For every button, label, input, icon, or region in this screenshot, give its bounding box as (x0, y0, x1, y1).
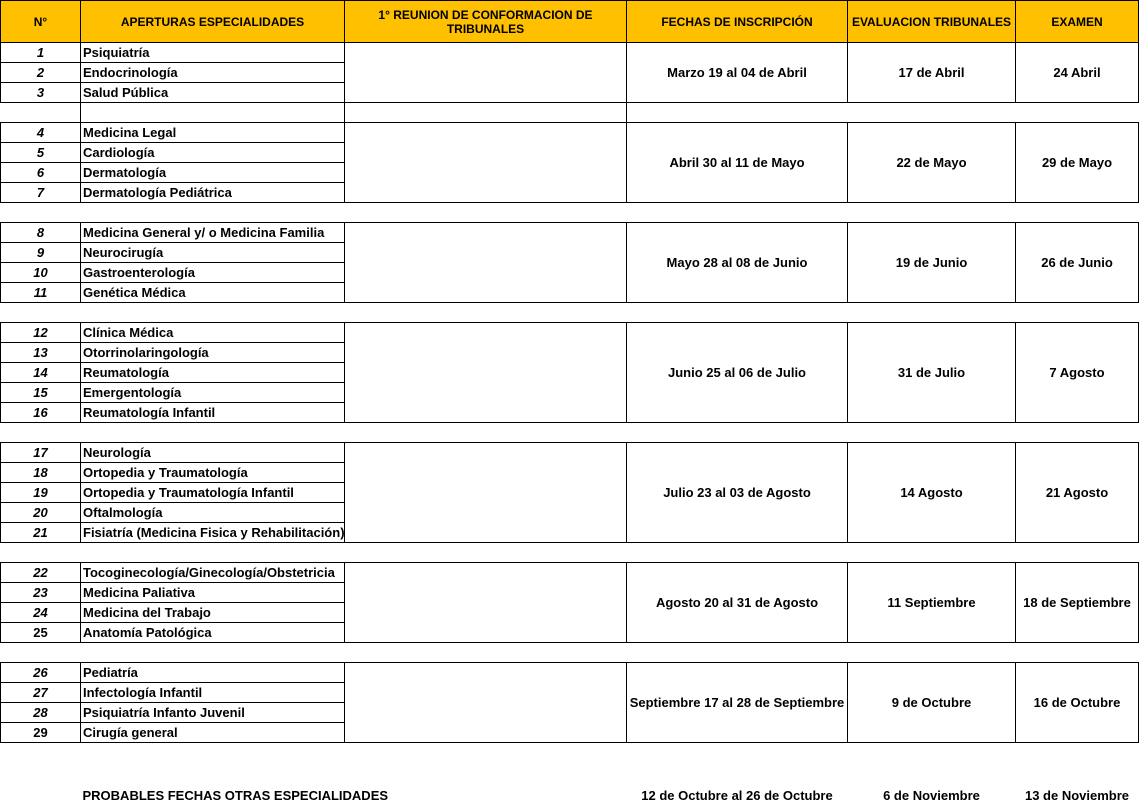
footer-label: PROBABLES FECHAS OTRAS ESPECIALIDADES (81, 743, 345, 804)
header-evaluacion: EVALUACION TRIBUNALES (848, 1, 1016, 43)
specialty-name: Psiquiatría (81, 43, 345, 63)
row-number: 25 (1, 623, 81, 643)
spacer-cell (848, 103, 1016, 123)
row-number: 19 (1, 483, 81, 503)
header-row (1, 1, 1139, 43)
spacer-cell (848, 423, 1016, 443)
evaluacion-date: 14 Agosto (848, 443, 1016, 543)
row-number: 27 (1, 683, 81, 703)
inscripcion-dates: Julio 23 al 03 de Agosto (627, 443, 848, 543)
specialty-name: Anatomía Patológica (81, 623, 345, 643)
spacer-row (1, 543, 1139, 563)
row-number: 3 (1, 83, 81, 103)
table-row (1, 323, 1139, 343)
specialty-name: Tocoginecología/Ginecología/Obstetricia (81, 563, 345, 583)
specialty-name: Pediatría (81, 663, 345, 683)
spacer-cell (345, 203, 627, 223)
row-number: 16 (1, 403, 81, 423)
spacer-cell (848, 543, 1016, 563)
row-number: 2 (1, 63, 81, 83)
spacer-cell (81, 643, 345, 663)
spacer-cell (1016, 103, 1139, 123)
row-number: 21 (1, 523, 81, 543)
inscripcion-dates: Agosto 20 al 31 de Agosto (627, 563, 848, 643)
row-number: 18 (1, 463, 81, 483)
specialty-name: Salud Pública (81, 83, 345, 103)
spacer-cell (81, 103, 345, 123)
spacer-cell (848, 643, 1016, 663)
specialty-name: Emergentología (81, 383, 345, 403)
examen-date: 21 Agosto (1016, 443, 1139, 543)
header-examen: EXAMEN (1016, 1, 1139, 43)
specialty-name: Infectología Infantil (81, 683, 345, 703)
evaluacion-date: 19 de Junio (848, 223, 1016, 303)
row-number: 10 (1, 263, 81, 283)
evaluacion-date: 31 de Julio (848, 323, 1016, 423)
spacer-cell (345, 543, 627, 563)
footer-evaluacion: 6 de Noviembre (848, 743, 1016, 804)
row-number: 13 (1, 343, 81, 363)
header-inscripcion: FECHAS DE INSCRIPCIÓN (627, 1, 848, 43)
specialty-name: Ortopedia y Traumatología (81, 463, 345, 483)
spacer-row (1, 643, 1139, 663)
spacer-cell (345, 103, 627, 123)
specialty-name: Medicina del Trabajo (81, 603, 345, 623)
reunion-cell (345, 43, 627, 103)
row-number: 8 (1, 223, 81, 243)
examen-date: 29 de Mayo (1016, 123, 1139, 203)
spacer-cell (81, 423, 345, 443)
spacer-cell (81, 543, 345, 563)
row-number: 15 (1, 383, 81, 403)
evaluacion-date: 22 de Mayo (848, 123, 1016, 203)
spacer-cell (345, 643, 627, 663)
spacer-cell (1016, 643, 1139, 663)
inscripcion-dates: Abril 30 al 11 de Mayo (627, 123, 848, 203)
row-number: 7 (1, 183, 81, 203)
header-especialidades: APERTURAS ESPECIALIDADES (81, 1, 345, 43)
reunion-cell (345, 223, 627, 303)
table-row (1, 223, 1139, 243)
row-number: 6 (1, 163, 81, 183)
spacer-cell (1, 203, 81, 223)
spacer-cell (1016, 203, 1139, 223)
evaluacion-date: 11 Septiembre (848, 563, 1016, 643)
reunion-cell (345, 443, 627, 543)
table-row (1, 443, 1139, 463)
specialty-name: Dermatología Pediátrica (81, 183, 345, 203)
row-number: 17 (1, 443, 81, 463)
inscripcion-dates: Septiembre 17 al 28 de Septiembre (627, 663, 848, 743)
row-number: 28 (1, 703, 81, 723)
inscripcion-dates: Junio 25 al 06 de Julio (627, 323, 848, 423)
specialty-name: Medicina Legal (81, 123, 345, 143)
header-reunion: 1° REUNION DE CONFORMACION DE TRIBUNALES (345, 1, 627, 43)
specialty-name: Ortopedia y Traumatología Infantil (81, 483, 345, 503)
row-number: 23 (1, 583, 81, 603)
row-number: 22 (1, 563, 81, 583)
spacer-cell (627, 423, 848, 443)
specialty-name: Dermatología (81, 163, 345, 183)
row-number: 4 (1, 123, 81, 143)
specialty-name: Clínica Médica (81, 323, 345, 343)
spacer-cell (1016, 423, 1139, 443)
specialty-name: Neurocirugía (81, 243, 345, 263)
table-row (1, 123, 1139, 143)
specialty-name: Neurología (81, 443, 345, 463)
examen-date: 7 Agosto (1016, 323, 1139, 423)
spacer-cell (627, 203, 848, 223)
spacer-row (1, 303, 1139, 323)
row-number: 24 (1, 603, 81, 623)
row-number: 14 (1, 363, 81, 383)
spacer-cell (81, 303, 345, 323)
spacer-cell (1, 423, 81, 443)
table-row (1, 663, 1139, 683)
header-num: N° (1, 1, 81, 43)
spacer-cell (81, 203, 345, 223)
footer-row (1, 743, 1139, 804)
specialty-name: Cardiología (81, 143, 345, 163)
row-number: 12 (1, 323, 81, 343)
spacer-cell (1, 303, 81, 323)
evaluacion-date: 17 de Abril (848, 43, 1016, 103)
spacer-row (1, 103, 1139, 123)
spacer-cell (345, 303, 627, 323)
specialty-name: Cirugía general (81, 723, 345, 743)
spacer-cell (1, 103, 81, 123)
row-number: 5 (1, 143, 81, 163)
spacer-cell (1016, 303, 1139, 323)
evaluacion-date: 9 de Octubre (848, 663, 1016, 743)
spacer-cell (345, 423, 627, 443)
table-row (1, 563, 1139, 583)
examen-date: 16 de Octubre (1016, 663, 1139, 743)
specialty-name: Psiquiatría Infanto Juvenil (81, 703, 345, 723)
specialty-name: Genética Médica (81, 283, 345, 303)
spacer-row (1, 203, 1139, 223)
inscripcion-dates: Mayo 28 al 08 de Junio (627, 223, 848, 303)
spacer-cell (1, 543, 81, 563)
reunion-cell (345, 563, 627, 643)
examen-date: 26 de Junio (1016, 223, 1139, 303)
specialty-name: Endocrinología (81, 63, 345, 83)
reunion-cell (345, 123, 627, 203)
inscripcion-dates: Marzo 19 al 04 de Abril (627, 43, 848, 103)
specialty-name: Medicina General y/ o Medicina Familia (81, 223, 345, 243)
specialty-name: Gastroenterología (81, 263, 345, 283)
spacer-cell (627, 543, 848, 563)
examen-date: 24 Abril (1016, 43, 1139, 103)
footer-examen: 13 de Noviembre (1016, 743, 1139, 804)
specialty-name: Oftalmología (81, 503, 345, 523)
spacer-cell (848, 303, 1016, 323)
row-number: 26 (1, 663, 81, 683)
spacer-cell (627, 103, 848, 123)
row-number: 9 (1, 243, 81, 263)
footer-empty (1, 743, 81, 804)
spacer-cell (1016, 543, 1139, 563)
row-number: 11 (1, 283, 81, 303)
schedule-body (1, 43, 1139, 804)
specialty-name: Fisiatría (Medicina Fisica y Rehabilitación) (81, 523, 345, 543)
examen-date: 18 de Septiembre (1016, 563, 1139, 643)
reunion-cell (345, 663, 627, 743)
specialty-name: Reumatología (81, 363, 345, 383)
spacer-row (1, 423, 1139, 443)
table-row (1, 43, 1139, 63)
row-number: 20 (1, 503, 81, 523)
footer-inscripcion: 12 de Octubre al 26 de Octubre (627, 743, 848, 804)
specialty-name: Otorrinolaringología (81, 343, 345, 363)
spacer-cell (627, 303, 848, 323)
specialty-name: Reumatología Infantil (81, 403, 345, 423)
row-number: 1 (1, 43, 81, 63)
specialty-name: Medicina Paliativa (81, 583, 345, 603)
spacer-cell (1, 643, 81, 663)
spacer-cell (848, 203, 1016, 223)
spacer-cell (627, 643, 848, 663)
reunion-cell (345, 323, 627, 423)
row-number: 29 (1, 723, 81, 743)
